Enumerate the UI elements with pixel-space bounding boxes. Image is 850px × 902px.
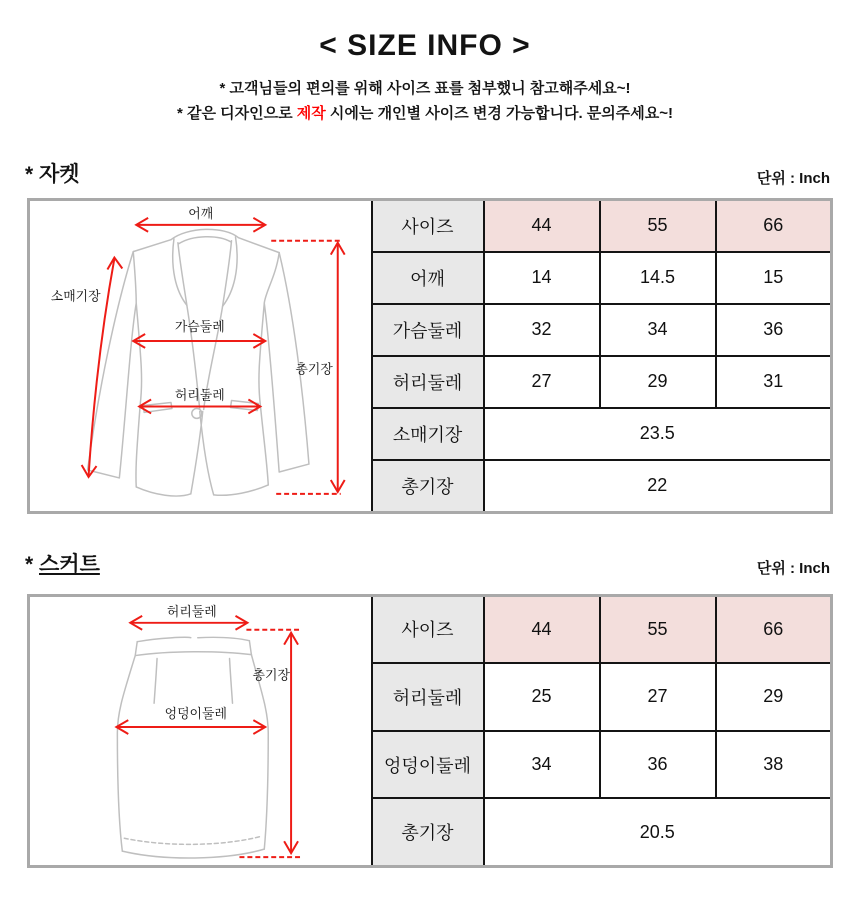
- jacket-span-cell: 22: [484, 460, 832, 512]
- skirt-cell: 27: [600, 663, 716, 731]
- jacket-cell: 31: [716, 356, 832, 408]
- skirt-cell: 34: [484, 731, 600, 799]
- jacket-section-header: [25, 160, 830, 190]
- skirt-diagram: [29, 595, 372, 866]
- skirt-diagram-labels: [165, 604, 291, 721]
- skirt-heading-prefix: *: [25, 552, 40, 576]
- length-measure-label: 총기장: [295, 361, 333, 377]
- jacket-cell: 29: [600, 356, 716, 408]
- jacket-measurement-diagram: [30, 201, 371, 511]
- jacket-diagram: [29, 200, 372, 513]
- notes: [0, 76, 850, 126]
- skirt-span-cell: 20.5: [484, 798, 832, 866]
- jacket-row-label: 소매기장: [372, 408, 484, 460]
- jacket-row-label: 가슴둘레: [372, 304, 484, 356]
- sleeve-measure-label: 소매기장: [50, 288, 101, 304]
- jacket-heading-text: 자켓: [39, 163, 80, 186]
- hip-measure-label: 엉덩이둘레: [164, 705, 227, 721]
- jacket-cell: 27: [484, 356, 600, 408]
- jacket-size-col-44: 44: [484, 200, 600, 252]
- jacket-size-col-55: 55: [600, 200, 716, 252]
- skirt-row-label: 엉덩이둘레: [372, 731, 484, 799]
- jacket-row-label: 어깨: [372, 252, 484, 304]
- jacket-cell: 36: [716, 304, 832, 356]
- skirt-section-header: [25, 550, 830, 580]
- note-line-2: [0, 101, 850, 126]
- jacket-cell: 14: [484, 252, 600, 304]
- jacket-size-col-66: 66: [716, 200, 832, 252]
- jacket-cell: 15: [716, 252, 832, 304]
- page-title: < SIZE INFO >: [319, 29, 531, 62]
- skirt-row-label: 총기장: [372, 798, 484, 866]
- waist-measure-label: 허리둘레: [174, 387, 225, 403]
- note2-suffix: 시에는 개인별 사이즈 변경 가능합니다. 문의주세요~!: [325, 105, 673, 122]
- shoulder-measure-label: 어깨: [188, 205, 214, 221]
- skirt-unit-label: 단위 : Inch: [756, 559, 830, 577]
- skirt-measurement-diagram: [30, 597, 371, 865]
- skirt-size-col-66: 66: [716, 595, 832, 663]
- jacket-size-header-row: [29, 200, 832, 252]
- note2-highlight: 제작: [296, 105, 326, 122]
- skirt-cell: 25: [484, 663, 600, 731]
- skirt-heading: [25, 550, 100, 580]
- jacket-heading-prefix: *: [25, 163, 40, 186]
- note-line-1: * 고객님들의 편의를 위해 사이즈 표를 첨부했니 참고해주세요~!: [219, 80, 631, 97]
- jacket-cell: 32: [484, 304, 600, 356]
- jacket-row-label: 총기장: [372, 460, 484, 512]
- skirt-size-col-44: 44: [484, 595, 600, 663]
- skirt-cell: 29: [716, 663, 832, 731]
- skirt-cell: 36: [600, 731, 716, 799]
- skirt-outline: [117, 637, 268, 858]
- skirt-cell: 38: [716, 731, 832, 799]
- note2-prefix: * 같은 디자인으로: [177, 105, 297, 122]
- chest-measure-label: 가슴둘레: [174, 319, 225, 335]
- waist-measure-label: 허리둘레: [166, 603, 217, 619]
- skirt-row-label: 허리둘레: [372, 663, 484, 731]
- jacket-diagram-labels: [51, 206, 334, 403]
- jacket-unit-label: 단위 : Inch: [756, 170, 830, 187]
- jacket-size-table: [27, 198, 833, 514]
- jacket-cell: 14.5: [600, 252, 716, 304]
- skirt-size-col-55: 55: [600, 595, 716, 663]
- length-measure-label: 총기장: [252, 667, 290, 683]
- jacket-outline: [88, 229, 309, 496]
- jacket-size-header-cell: 사이즈: [372, 200, 484, 252]
- skirt-size-header-cell: 사이즈: [372, 595, 484, 663]
- jacket-heading: [25, 160, 80, 190]
- jacket-cell: 34: [600, 304, 716, 356]
- skirt-size-table: [27, 594, 833, 868]
- jacket-span-cell: 23.5: [484, 408, 832, 460]
- skirt-size-header-row: [29, 595, 832, 663]
- skirt-heading-text: 스커트: [39, 552, 100, 576]
- jacket-row-label: 허리둘레: [372, 356, 484, 408]
